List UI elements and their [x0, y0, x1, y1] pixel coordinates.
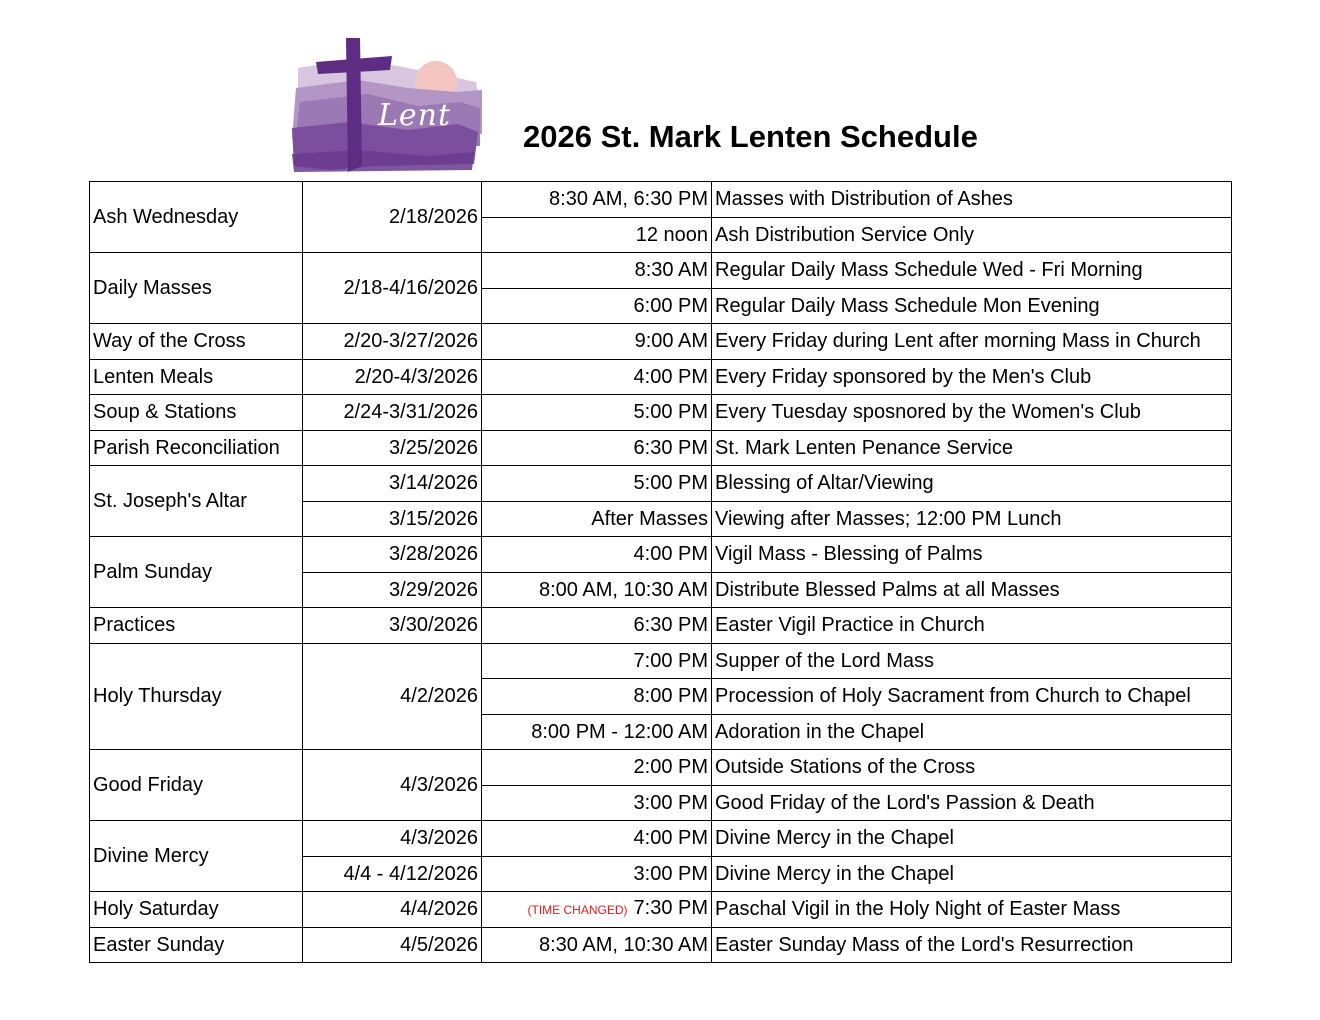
event-description: Supper of the Lord Mass [712, 643, 1232, 679]
event-time: 2:00 PM [482, 750, 712, 786]
time-changed-note: (TIME CHANGED) [527, 903, 628, 918]
event-date: 3/15/2026 [303, 501, 482, 537]
event-name: Practices [90, 608, 303, 644]
event-time: 4:00 PM [482, 537, 712, 573]
table-row [90, 608, 1232, 644]
event-time: 3:00 PM [482, 785, 712, 821]
event-description: Divine Mercy in the Chapel [712, 856, 1232, 892]
event-time: 5:00 PM [482, 395, 712, 431]
event-time: 4:00 PM [482, 359, 712, 395]
event-date: 2/20-4/3/2026 [303, 359, 482, 395]
logo-text: Lent [378, 98, 452, 133]
event-date: 4/3/2026 [303, 821, 482, 857]
event-time: 8:30 AM, 10:30 AM [482, 927, 712, 963]
table-row [90, 466, 1232, 502]
table-row [90, 430, 1232, 466]
event-description: Distribute Blessed Palms at all Masses [712, 572, 1232, 608]
event-time: 5:00 PM [482, 466, 712, 502]
event-name: Holy Saturday [90, 892, 303, 928]
event-time: 8:30 AM, 6:30 PM [482, 182, 712, 218]
table-row [90, 750, 1232, 786]
table-row [90, 927, 1232, 963]
table-row [90, 253, 1232, 289]
event-date: 4/2/2026 [303, 643, 482, 750]
event-time: 4:00 PM [482, 821, 712, 857]
event-description: St. Mark Lenten Penance Service [712, 430, 1232, 466]
event-name: Ash Wednesday [90, 182, 303, 253]
event-date: 4/3/2026 [303, 750, 482, 821]
event-date: 2/24-3/31/2026 [303, 395, 482, 431]
table-row [90, 359, 1232, 395]
event-time: 12 noon [482, 217, 712, 253]
event-description: Viewing after Masses; 12:00 PM Lunch [712, 501, 1232, 537]
event-name: Easter Sunday [90, 927, 303, 963]
event-name: Divine Mercy [90, 821, 303, 892]
event-name: Parish Reconciliation [90, 430, 303, 466]
event-description: Every Friday sponsored by the Men's Club [712, 359, 1232, 395]
event-date: 3/29/2026 [303, 572, 482, 608]
event-time-cell [482, 892, 712, 928]
event-time: 7:30 PM [633, 897, 708, 920]
event-description: Vigil Mass - Blessing of Palms [712, 537, 1232, 573]
event-time: 6:30 PM [482, 430, 712, 466]
event-description: Outside Stations of the Cross [712, 750, 1232, 786]
event-description: Ash Distribution Service Only [712, 217, 1232, 253]
event-date: 3/25/2026 [303, 430, 482, 466]
lent-logo [288, 36, 484, 176]
event-time: 6:00 PM [482, 288, 712, 324]
event-description: Regular Daily Mass Schedule Mon Evening [712, 288, 1232, 324]
event-description: Procession of Holy Sacrament from Church to Chapel [712, 679, 1232, 715]
event-name: Holy Thursday [90, 643, 303, 750]
table-row [90, 182, 1232, 218]
event-name: Soup & Stations [90, 395, 303, 431]
event-time: 8:30 AM [482, 253, 712, 289]
event-description: Blessing of Altar/Viewing [712, 466, 1232, 502]
event-time: 6:30 PM [482, 608, 712, 644]
event-name: Lenten Meals [90, 359, 303, 395]
event-time: 8:00 PM [482, 679, 712, 715]
event-date: 4/4/2026 [303, 892, 482, 928]
event-description: Divine Mercy in the Chapel [712, 821, 1232, 857]
event-description: Paschal Vigil in the Holy Night of Easter Mass [712, 892, 1232, 928]
event-description: Easter Sunday Mass of the Lord's Resurrection [712, 927, 1232, 963]
event-name: St. Joseph's Altar [90, 466, 303, 537]
page-title: 2026 St. Mark Lenten Schedule [523, 119, 978, 154]
event-description: Masses with Distribution of Ashes [712, 182, 1232, 218]
event-date: 3/14/2026 [303, 466, 482, 502]
event-date: 4/4 - 4/12/2026 [303, 856, 482, 892]
event-description: Good Friday of the Lord's Passion & Death [712, 785, 1232, 821]
event-date: 3/28/2026 [303, 537, 482, 573]
event-date: 3/30/2026 [303, 608, 482, 644]
event-name: Daily Masses [90, 253, 303, 324]
event-description: Every Friday during Lent after morning Mass in Church [712, 324, 1232, 360]
table-row [90, 395, 1232, 431]
event-date: 4/5/2026 [303, 927, 482, 963]
event-description: Adoration in the Chapel [712, 714, 1232, 750]
table-row [90, 324, 1232, 360]
event-time: 9:00 AM [482, 324, 712, 360]
event-description: Regular Daily Mass Schedule Wed - Fri Morning [712, 253, 1232, 289]
event-time: 8:00 PM - 12:00 AM [482, 714, 712, 750]
table-row [90, 537, 1232, 573]
event-name: Palm Sunday [90, 537, 303, 608]
lenten-schedule-table [89, 181, 1232, 963]
event-time: 7:00 PM [482, 643, 712, 679]
event-time: After Masses [482, 501, 712, 537]
event-description: Every Tuesday sposnored by the Women's Club [712, 395, 1232, 431]
event-name: Way of the Cross [90, 324, 303, 360]
table-row [90, 821, 1232, 857]
event-description: Easter Vigil Practice in Church [712, 608, 1232, 644]
event-name: Good Friday [90, 750, 303, 821]
event-date: 2/18-4/16/2026 [303, 253, 482, 324]
table-row [90, 643, 1232, 679]
event-date: 2/18/2026 [303, 182, 482, 253]
table-row [90, 892, 1232, 928]
event-time: 3:00 PM [482, 856, 712, 892]
event-time: 8:00 AM, 10:30 AM [482, 572, 712, 608]
event-date: 2/20-3/27/2026 [303, 324, 482, 360]
